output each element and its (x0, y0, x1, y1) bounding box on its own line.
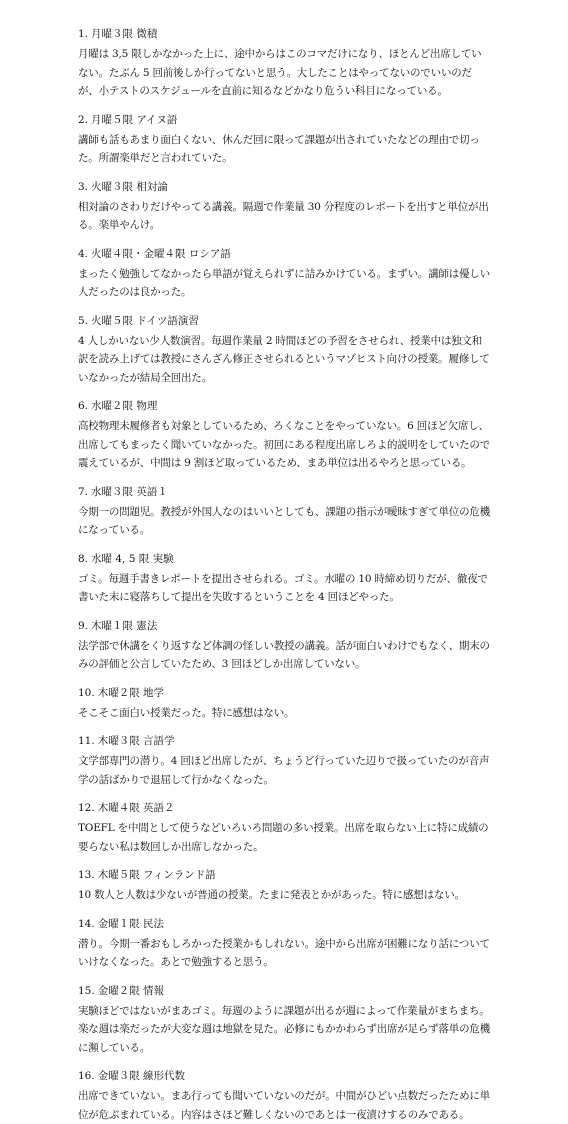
course-title (78, 734, 490, 748)
course-title (78, 801, 490, 815)
course-number: 7. (78, 485, 89, 498)
course-comment: ゴミ。毎週手書きレポートを提出させられる。ゴミ。水曜の 10 時締め切りだが、徹夜で書いた末に寝落ちして提出を失敗するということを 4 回ほどやった。 (78, 572, 488, 603)
course-number: 11. (78, 735, 95, 747)
course-comment: 出席できていない。まあ行っても聞いていないのだが。中間がひどい点数だったために単位が危ぶまれている。内容はさほど難しくないのであとは一夜漬けするのみである。 (78, 1090, 490, 1121)
course-comment: 潜り。今期一番おもしろかった授業かもしれない。途中から出席が困難になり話についていけなくなった。あとで勉強すると思う。 (78, 937, 490, 968)
course-title (78, 27, 490, 41)
course-number: 6. (78, 400, 89, 412)
course-name: 木曜４限 英語２ (97, 802, 175, 814)
course-title (78, 399, 490, 413)
course-title (78, 113, 490, 127)
course-entry (78, 485, 490, 540)
course-name: 金曜２限 情報 (97, 984, 165, 997)
course-title (78, 180, 490, 194)
course-name: 火曜３限 相対論 (91, 180, 168, 193)
course-title (78, 868, 490, 882)
course-comment: TOEFL を中間として使うなどいろいろ問題の多い授業。出席を取らない上に特に成績の要らない私は数回しか出席しなかった。 (78, 822, 489, 853)
course-entry (78, 27, 490, 101)
course-title (78, 1069, 490, 1083)
course-title (78, 917, 490, 931)
course-title (78, 552, 490, 566)
course-name: 火曜５限 ドイツ語演習 (91, 314, 199, 327)
course-comment: 4 人しかいない少人数演習。毎週作業量 2 時間ほどの予習をさせられ、授業中は独文和訳を読み上げては教授にさんざん修正させられるというマゾヒスト向けの授業。履修していなかったが結局全回出た。 (78, 334, 490, 384)
course-entry (78, 180, 490, 235)
course-name: 木曜３限 言語学 (97, 735, 175, 747)
course-comment: 実験ほどではないがまあゴミ。毎週のように課題が出るが週によって作業量がまちまち。楽な週は楽だったが大変な週は地獄を見た。必修にもかかわらず出席が足らず落単の危機に瀕している。 (78, 1004, 490, 1054)
course-name: 水曜２限 物理 (91, 400, 158, 412)
course-comment: 10 数人と人数は少ないが普通の授業。たまに発表とかがあった。特に感想はない。 (78, 889, 465, 901)
course-number: 13. (78, 869, 95, 881)
course-number: 3. (78, 180, 89, 193)
course-entry (78, 113, 490, 168)
course-number: 9. (78, 619, 89, 632)
course-number: 2. (78, 113, 89, 126)
course-entry (78, 917, 490, 972)
course-entry (78, 247, 490, 302)
course-title (78, 485, 490, 499)
course-name: 月曜３限 微積 (91, 28, 158, 40)
course-title (78, 984, 490, 998)
course-entry (78, 801, 490, 856)
course-entry (78, 984, 490, 1058)
course-number: 16. (78, 1070, 95, 1082)
course-name: 水曜３限 英語１ (91, 485, 168, 498)
course-title (78, 314, 490, 328)
course-entry (78, 399, 490, 473)
course-title (78, 619, 490, 633)
course-comment: まったく勉強してなかったら単語が覚えられずに詰みかけている。まずい。講師は優しい人だったのは良かった。 (78, 267, 490, 298)
course-comment: 今期一の問題児。教授が外国人なのはいいとしても、課題の指示が曖昧すぎて単位の危機になっている。 (78, 505, 490, 536)
course-comment: 高校物理未履修者も対象としているため、ろくなことをやっていない。6 回ほど欠席し、出席してもまったく聞いていなかった。初回にある程度出席しろよ的説明をしていたので震えているが、中間は 9 割ほど取っているため、まあ単位は出るやろと思っている。 (78, 420, 490, 469)
course-title (78, 247, 490, 261)
course-entry (78, 552, 490, 607)
course-name: 水曜 4, 5 限 実験 (91, 552, 174, 565)
course-entry (78, 868, 490, 905)
course-name: 金曜１限 民法 (97, 917, 165, 930)
course-name: 木曜５限 フィンランド語 (97, 869, 216, 881)
course-number: 15. (78, 984, 95, 997)
course-comment: 月曜は 3,5 限しかなかった上に、途中からはこのコマだけになり、ほとんど出席していない。たぶん 5 回前後しか行ってないと思う。大したことはやってないのでいいのだが、小テストのスケジュールを直前に知るなどかなり危うい科目になっている。 (78, 48, 482, 97)
course-comment: 法学部で休講をくり返すなど体調の怪しい教授の講義。話が面白いわけでもなく、期末のみの評価と公言していたため、3 回ほどしか出席していない。 (78, 639, 490, 670)
course-number: 14. (78, 917, 95, 930)
course-number: 12. (78, 802, 95, 814)
course-name: 木曜１限 憲法 (91, 619, 158, 632)
course-entry (78, 686, 490, 723)
course-number: 5. (78, 314, 89, 327)
course-entry (78, 1069, 490, 1124)
course-name: 木曜２限 地学 (97, 686, 165, 699)
course-name: 月曜５限 アイヌ語 (91, 113, 178, 126)
course-comment: 文学部専門の潜り。4 回ほど出席したが、ちょうど行っていた辺りで扱っていたのが音声学の話ばかりで退屈して行かなくなった。 (78, 755, 490, 786)
course-number: 4. (78, 247, 89, 260)
course-entry (78, 314, 490, 388)
course-title (78, 686, 490, 700)
course-number: 8. (78, 552, 89, 565)
course-entry (78, 734, 490, 789)
course-number: 10. (78, 686, 95, 699)
course-comment: 相対論のさわりだけやってる講義。隔週で作業量 30 分程度のレポートを出すと単位が出る。楽単やんけ。 (78, 200, 489, 231)
course-number: 1. (78, 28, 89, 40)
course-comment: 講師も話もあまり面白くない、休んだ回に限って課題が出されていたなどの理由で切った。所謂楽単だと言われていた。 (78, 133, 480, 164)
course-comment: そこそこ面白い授業だった。特に感想はない。 (78, 706, 295, 719)
course-name: 火曜４限・金曜４限 ロシア語 (91, 247, 231, 260)
course-entry (78, 619, 490, 674)
course-name: 金曜３限 線形代数 (97, 1070, 186, 1082)
